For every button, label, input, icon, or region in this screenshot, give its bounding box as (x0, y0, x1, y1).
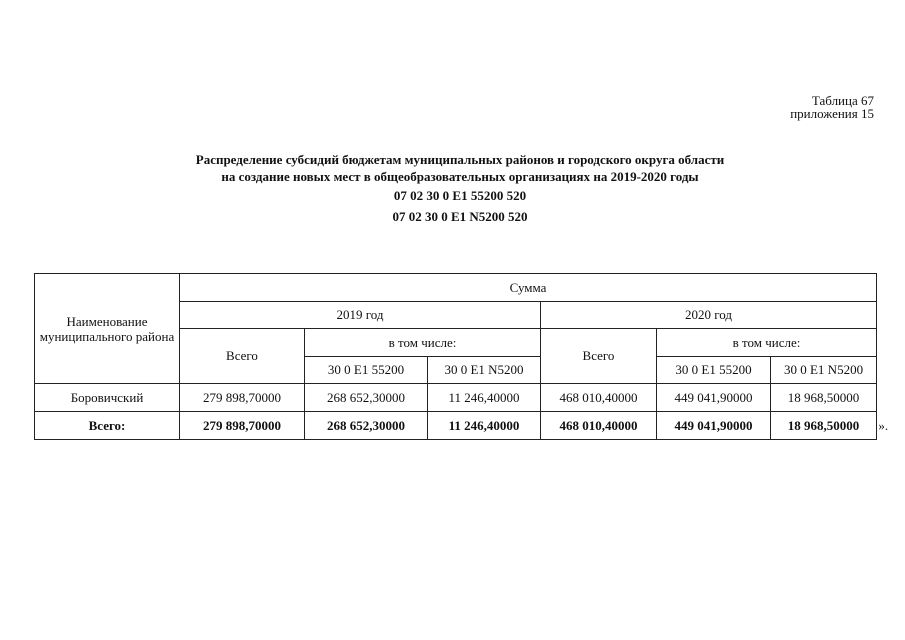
subsidy-table (34, 273, 889, 440)
total-2019-total: 279 898,70000 (180, 412, 305, 440)
total-2020-code-a: 449 041,90000 (657, 412, 771, 440)
row-2020-total: 468 010,40000 (541, 384, 657, 412)
total-2020-code-b: 18 968,50000 (787, 417, 860, 433)
row-name: Боровичский (35, 384, 180, 412)
header-year-2020: 2020 год (541, 302, 877, 329)
total-2020-total: 468 010,40000 (541, 412, 657, 440)
title-line-1: Распределение субсидий бюджетам муниципальных районов и городского округа области (195, 152, 725, 167)
title-line-2: на создание новых мест в общеобразовательных организациях на 2019-2020 годы (221, 169, 699, 184)
total-name: Всего: (35, 412, 180, 440)
header-municipality: Наименование муниципального района (35, 274, 180, 384)
header-2020-code-b: 30 0 E1 N5200 (771, 357, 877, 384)
header-year-2019: 2019 год (180, 302, 541, 329)
table-number: Таблица 67 (811, 93, 874, 108)
document-title (60, 151, 860, 227)
total-2020-code-b-cell (771, 412, 889, 440)
row-2020-code-b: 18 968,50000 (771, 384, 877, 412)
budget-code-1: 07 02 30 0 E1 55200 520 (393, 188, 527, 203)
closing-quote-mark: ». (878, 417, 889, 433)
row-2020-code-a: 449 041,90000 (657, 384, 771, 412)
header-sum: Сумма (180, 274, 877, 302)
header-2019-total: Всего (180, 329, 305, 384)
header-2019-code-b: 30 0 E1 N5200 (428, 357, 541, 384)
row-2019-code-b: 11 246,40000 (428, 384, 541, 412)
budget-code-2: 07 02 30 0 E1 N5200 520 (392, 209, 528, 224)
header-2019-code-a: 30 0 E1 55200 (305, 357, 428, 384)
row-2019-total: 279 898,70000 (180, 384, 305, 412)
total-2019-code-b: 11 246,40000 (428, 412, 541, 440)
header-2020-code-a: 30 0 E1 55200 (657, 357, 771, 384)
table-row (35, 384, 877, 412)
header-2020-total: Всего (541, 329, 657, 384)
appendix-number: приложения 15 (790, 106, 874, 121)
row-2019-code-a: 268 652,30000 (305, 384, 428, 412)
total-2019-code-a: 268 652,30000 (305, 412, 428, 440)
header-2020-including: в том числе: (657, 329, 877, 357)
total-row (35, 412, 877, 440)
header-2019-including: в том числе: (305, 329, 541, 357)
document-reference (790, 94, 874, 120)
